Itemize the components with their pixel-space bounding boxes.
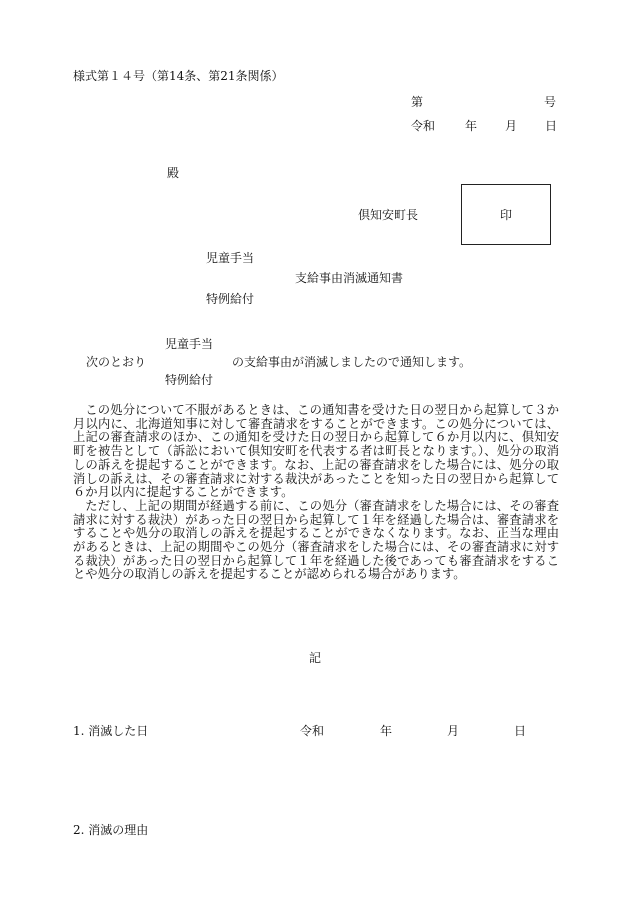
issue-date-month-unit: 月 (505, 119, 518, 133)
lapse-date-era: 令和 (300, 724, 325, 738)
issue-date-era: 令和 (411, 119, 436, 133)
form-number-label: 様式第１４号（第14条、第21条関係） (73, 69, 284, 83)
issuer-name: 倶知安町長 (358, 208, 419, 222)
notice-lower-option: 特例給付 (165, 373, 214, 387)
document-number-prefix: 第 (411, 95, 424, 109)
ki-heading: 記 (309, 651, 322, 665)
addressee-honorific: 殿 (167, 166, 180, 180)
appeal-paragraph: この処分について不服があるときは、この通知書を受けた日の翌日から起算して３か月以内に、北海道知事に対して審査請求をすることができます。この処分については、上記の審査請求のほか、この通知を受けた日の翌日から起算して６か月以内に、倶知安町を被告として（訴訟において倶知安町を代表する者は町長となります。）、処分の取消しの訴えを提起することができます。なお、上記の審査請求をした場合には、処分の取消しの訴えは、その審査請求に対する裁決があったことを知った日の翌日から起算して６か月以内に提起することができます。 (73, 403, 559, 500)
issue-date-day-unit: 日 (545, 119, 558, 133)
document-number-suffix: 号 (544, 95, 557, 109)
notice-upper-option: 児童手当 (165, 337, 214, 351)
appeal-instructions (73, 404, 559, 582)
issue-date-year-unit: 年 (465, 119, 478, 133)
title-upper-option: 児童手当 (206, 251, 255, 265)
lapse-date-day-unit: 日 (514, 724, 527, 738)
seal-label: 印 (499, 208, 512, 222)
lapse-date-year-unit: 年 (380, 724, 393, 738)
title-lower-option: 特例給付 (206, 292, 255, 306)
notice-suffix: の支給事由が消滅しましたので通知します。 (232, 355, 472, 369)
document-title: 支給事由消滅通知書 (295, 271, 404, 285)
lapse-reason-label: 2. 消滅の理由 (73, 823, 149, 837)
seal-box (461, 184, 551, 245)
lapse-date-label: 1. 消滅した日 (73, 724, 149, 738)
notice-prefix: 次のとおり (86, 355, 147, 369)
appeal-paragraph: ただし、上記の期間が経過する前に、この処分（審査請求をした場合には、その審査請求に対する裁決）があった日の翌日から起算して１年を経過した場合は、審査請求をすることや処分の取消しの訴えを提起することができなくなります。なお、正当な理由があるときは、上記の期間やこの処分（審査請求をした場合には、その審査請求に対する裁決）があった日の翌日から起算して１年を経過した後であっても審査請求をすることや処分の取消しの訴えを提起することが認められる場合があります。 (73, 498, 559, 582)
lapse-date-month-unit: 月 (447, 724, 460, 738)
